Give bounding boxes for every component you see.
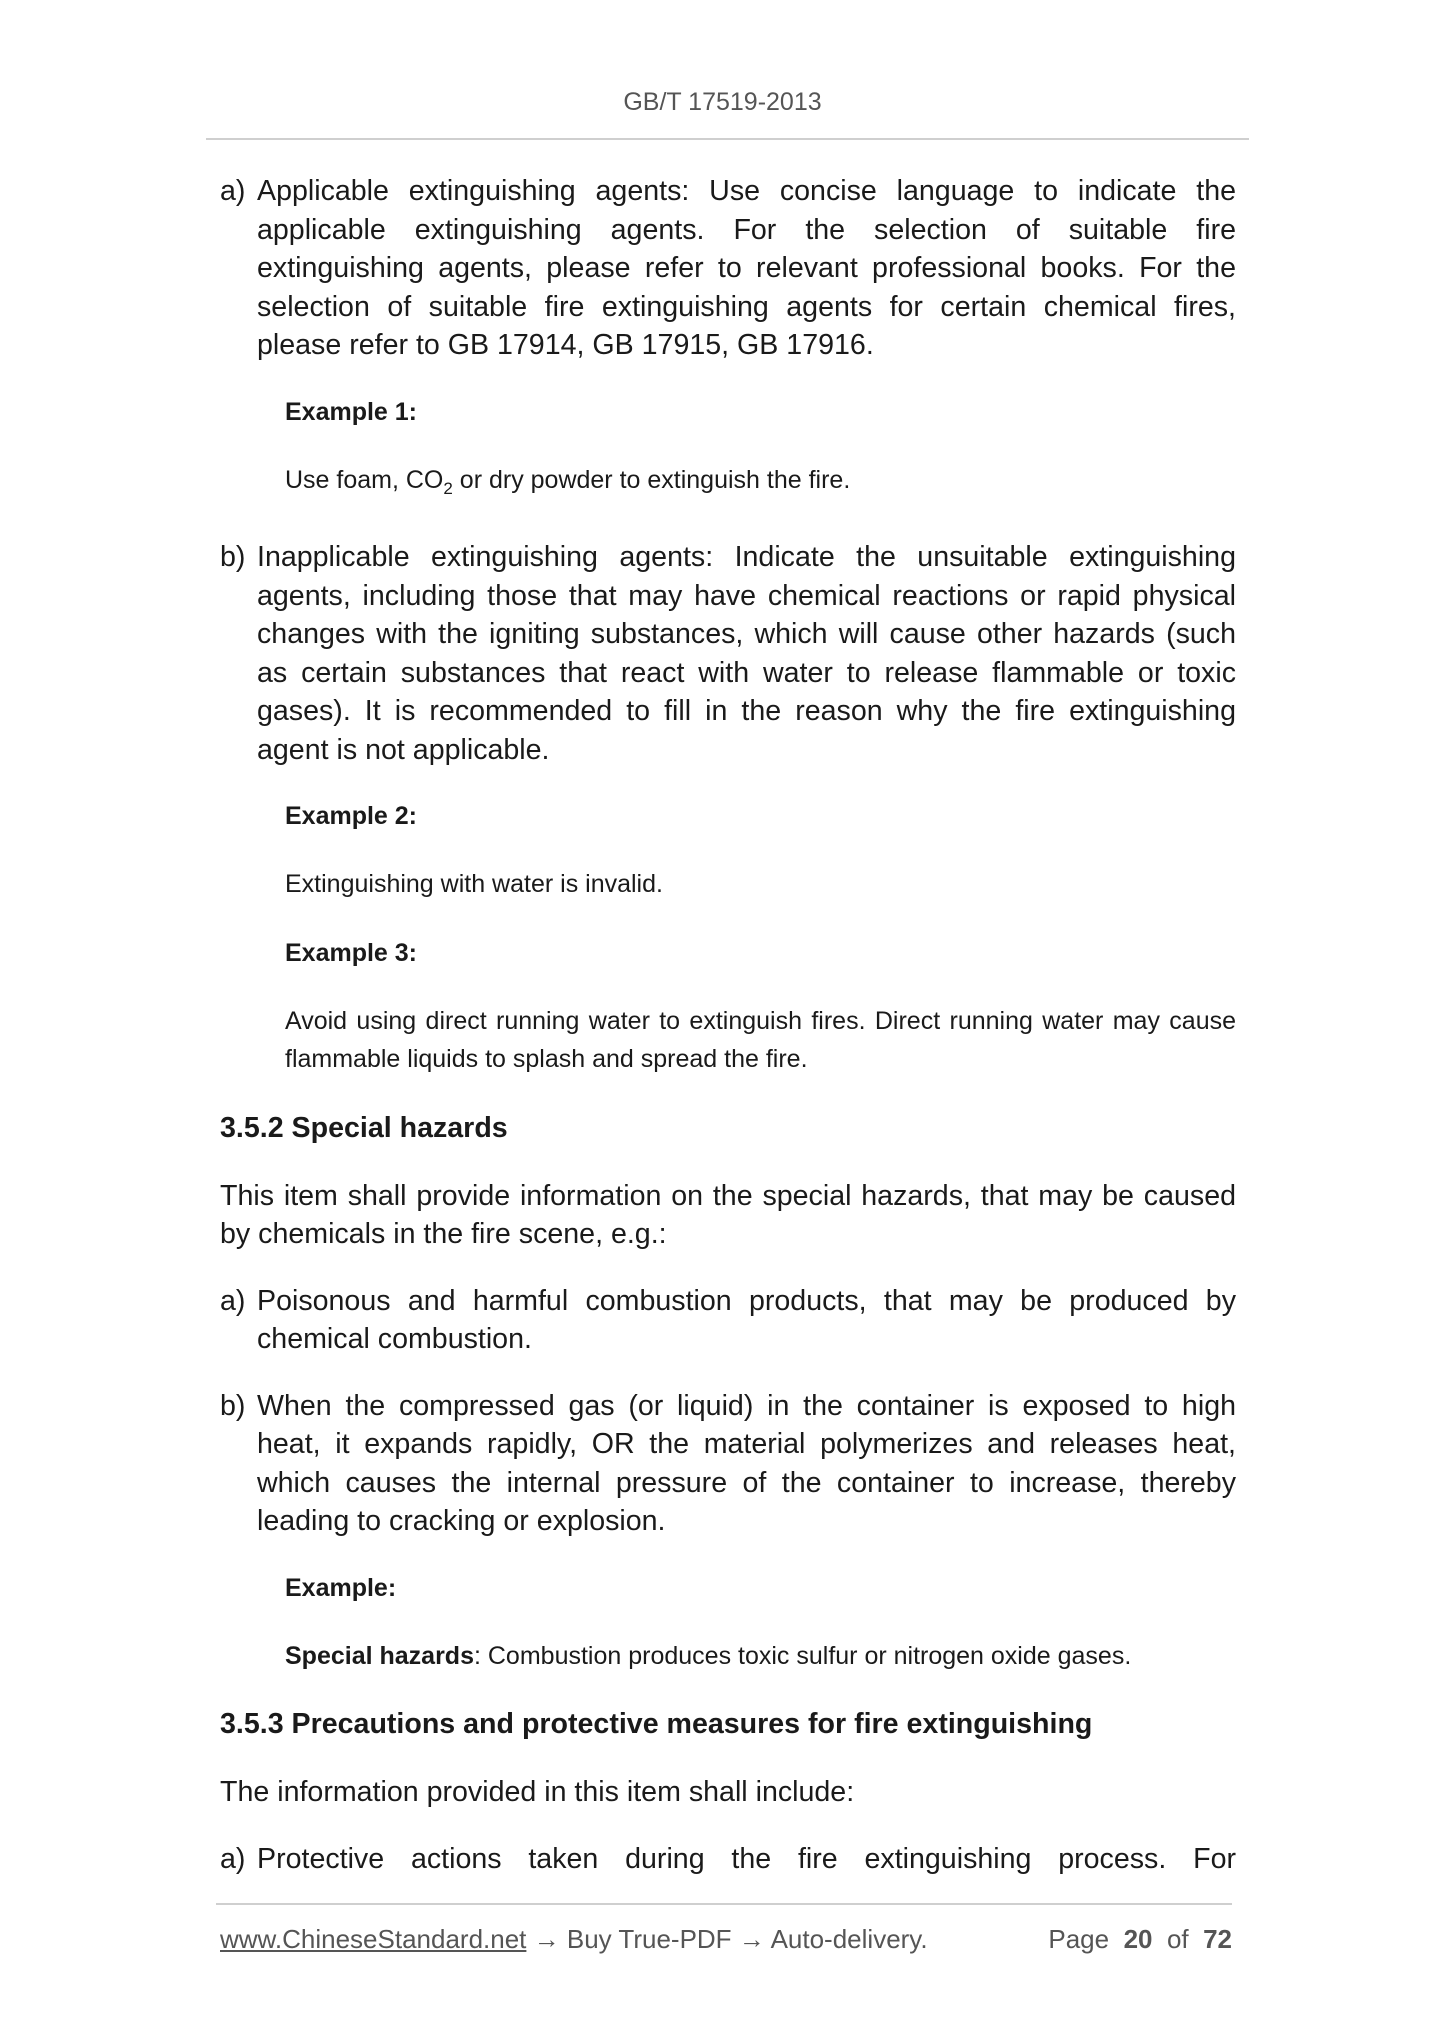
example-1-label: Example 1: <box>285 397 418 426</box>
list-marker: b) <box>220 541 246 573</box>
document-footer <box>220 1924 1232 1955</box>
footer-promo <box>220 1924 928 1955</box>
example-1-text-end: or dry powder to extinguish the fire. <box>452 465 851 494</box>
list-item-container-explosion <box>220 1387 1236 1541</box>
page-total: 72 <box>1203 1924 1232 1954</box>
page-word: Page <box>1048 1924 1110 1954</box>
list-item-combustion-products <box>220 1282 1236 1359</box>
page-content <box>220 172 1236 1906</box>
list-item-text: Applicable extinguishing agents: Use concise language to indicate the applicable extinguishing agents. For the selection of suitable fire extinguishing agents, please refer to relevant professional books. For the selection of suitable fire extinguishing agents for certain chemical fires, please refer to GB 17914, GB 17915, GB 17916. <box>257 175 1236 361</box>
example-1-text-start: Use foam, CO <box>285 465 444 494</box>
example-special-hazards <box>285 1637 1236 1676</box>
list-item-text: Inapplicable extinguishing agents: Indicate the unsuitable extinguishing agents, including those that may have chemical reactions or rapid physical changes with the igniting substances, which will cause other hazards (such as certain substances that react with water to release flammable or toxic gases). It is recommended to fill in the reason why the fire extinguishing agent is not applicable. <box>257 541 1236 766</box>
list-item-text: Poisonous and harmful combustion products, that may be produced by chemical combustion. <box>257 1284 1236 1355</box>
section-intro-precautions: The information provided in this item shall include: <box>220 1776 855 1808</box>
section-heading-precautions: 3.5.3 Precautions and protective measures for fire extinguishing <box>220 1708 1093 1740</box>
footer-tagline: → Buy True-PDF → Auto-delivery. <box>526 1924 928 1954</box>
website-link[interactable]: www.ChineseStandard.net <box>220 1924 527 1954</box>
example-2-text: Extinguishing with water is invalid. <box>285 870 663 898</box>
list-marker: a) <box>220 1284 246 1317</box>
page-indicator <box>1048 1924 1232 1955</box>
example-3-label: Example 3: <box>285 938 418 967</box>
list-item-protective-actions <box>220 1840 1236 1879</box>
list-item-applicable-agents <box>220 172 1236 365</box>
list-item-text: Protective actions taken during the fire extinguishing process. For <box>257 1842 1236 1875</box>
example-term: Special hazards <box>285 1641 474 1670</box>
page-number: 20 <box>1123 1924 1153 1954</box>
example-3-text: Avoid using direct running water to extinguish fires. Direct running water may cause flammable liquids to splash and spread the fire. <box>285 1006 1236 1073</box>
list-marker: b) <box>220 1389 246 1422</box>
header-divider <box>206 138 1249 140</box>
section-intro-special-hazards: This item shall provide information on the special hazards, that may be caused by chemicals in the fire scene, e.g.: <box>220 1179 1236 1250</box>
co2-subscript: 2 <box>443 478 453 498</box>
example-2-label: Example 2: <box>285 802 418 830</box>
footer-divider <box>216 1903 1232 1905</box>
section-heading-special-hazards: 3.5.2 Special hazards <box>220 1111 508 1144</box>
list-item-inapplicable-agents <box>220 538 1236 769</box>
example-term-text: : Combustion produces toxic sulfur or nitrogen oxide gases. <box>473 1641 1132 1670</box>
example-1-text <box>285 461 1236 509</box>
list-marker: a) <box>220 175 246 207</box>
document-header: GB/T 17519-2013 <box>623 88 822 116</box>
example-label: Example: <box>285 1573 397 1602</box>
of-word: of <box>1166 1924 1189 1954</box>
list-item-text: When the compressed gas (or liquid) in the container is exposed to high heat, it expands rapidly, OR the material polymerizes and releases heat, which causes the internal pressure of the container to increase, thereby leading to cracking or explosion. <box>257 1389 1236 1537</box>
list-marker: a) <box>220 1842 246 1875</box>
